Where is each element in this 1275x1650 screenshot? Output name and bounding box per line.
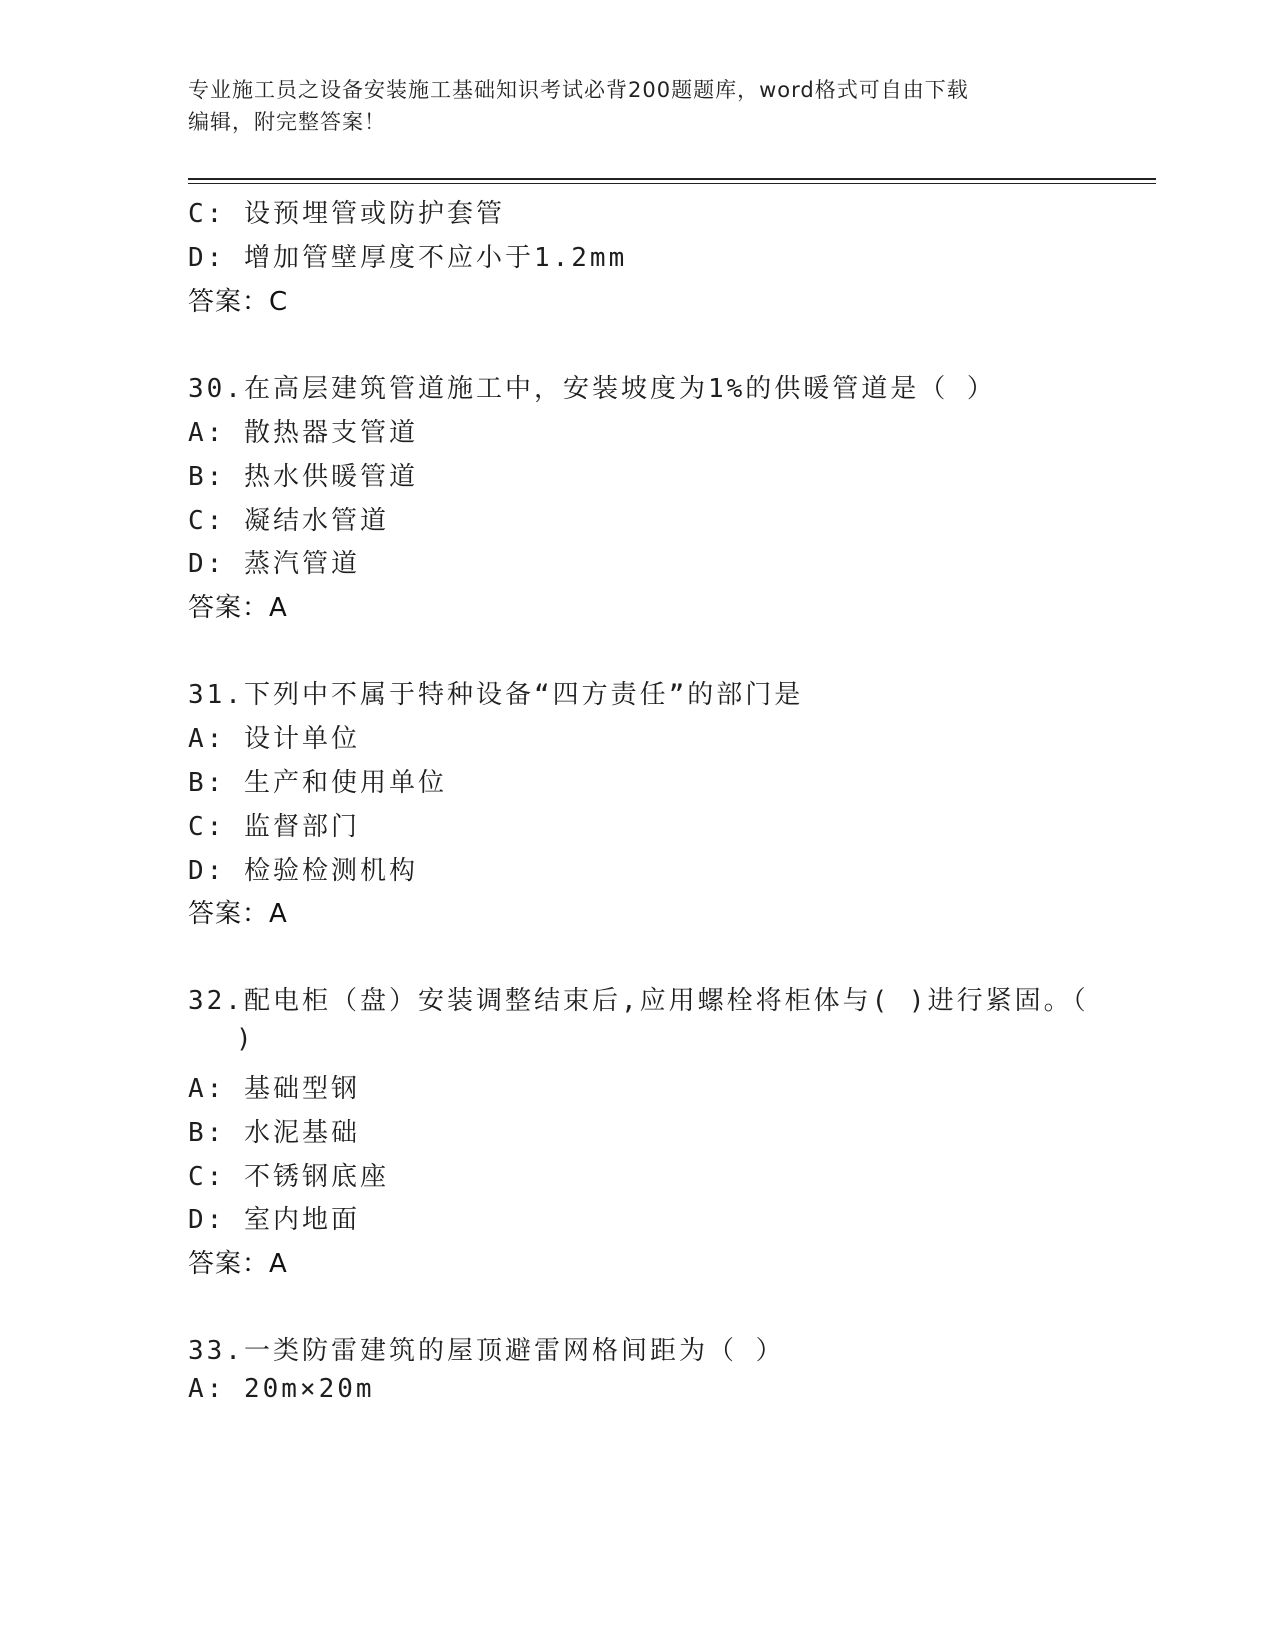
q32-option-b: B: 水泥基础 xyxy=(188,1118,360,1148)
header-title-line-2: 编辑，附完整答案！ xyxy=(188,110,386,134)
q31-option-c: C: 监督部门 xyxy=(188,812,360,842)
q30-option-a: A: 散热器支管道 xyxy=(188,418,418,448)
q30-option-d: D: 蒸汽管道 xyxy=(188,549,360,579)
q31-answer: 答案：A xyxy=(188,899,288,929)
q31-option-a: A: 设计单位 xyxy=(188,724,360,754)
q33-option-a: A: 20m×20m xyxy=(188,1374,375,1404)
q29-option-d: D: 增加管壁厚度不应小于1.2mm xyxy=(188,243,628,273)
q29-answer: 答案：C xyxy=(188,287,289,317)
header-title-line-1: 专业施工员之设备安装施工基础知识考试必背200题题库，word格式可自由下载 xyxy=(188,78,969,102)
header-divider-thin xyxy=(188,183,1156,184)
document-header xyxy=(188,74,1088,138)
q32-answer: 答案：A xyxy=(188,1249,288,1279)
q32-question: 32.配电柜（盘）安装调整结束后,应用螺栓将柜体与( )进行紧固。（ xyxy=(188,986,1089,1016)
q31-question: 31.下列中不属于特种设备“四方责任”的部门是 xyxy=(188,680,804,710)
q33-question: 33.一类防雷建筑的屋顶避雷网格间距为（ ） xyxy=(188,1336,785,1366)
q31-option-d: D: 检验检测机构 xyxy=(188,856,418,886)
q31-option-b: B: 生产和使用单位 xyxy=(188,768,447,798)
q29-option-c: C: 设预埋管或防护套管 xyxy=(188,199,505,229)
q30-option-c: C: 凝结水管道 xyxy=(188,506,389,536)
q32-option-a: A: 基础型钢 xyxy=(188,1074,360,1104)
q30-option-b: B: 热水供暖管道 xyxy=(188,462,418,492)
q32-question-continued: ) xyxy=(236,1024,255,1054)
header-divider-thick xyxy=(188,178,1156,180)
q32-option-c: C: 不锈钢底座 xyxy=(188,1162,389,1192)
q30-question: 30.在高层建筑管道施工中，安装坡度为1%的供暖管道是（ ） xyxy=(188,374,996,404)
q30-answer: 答案：A xyxy=(188,593,288,623)
q32-option-d: D: 室内地面 xyxy=(188,1205,360,1235)
